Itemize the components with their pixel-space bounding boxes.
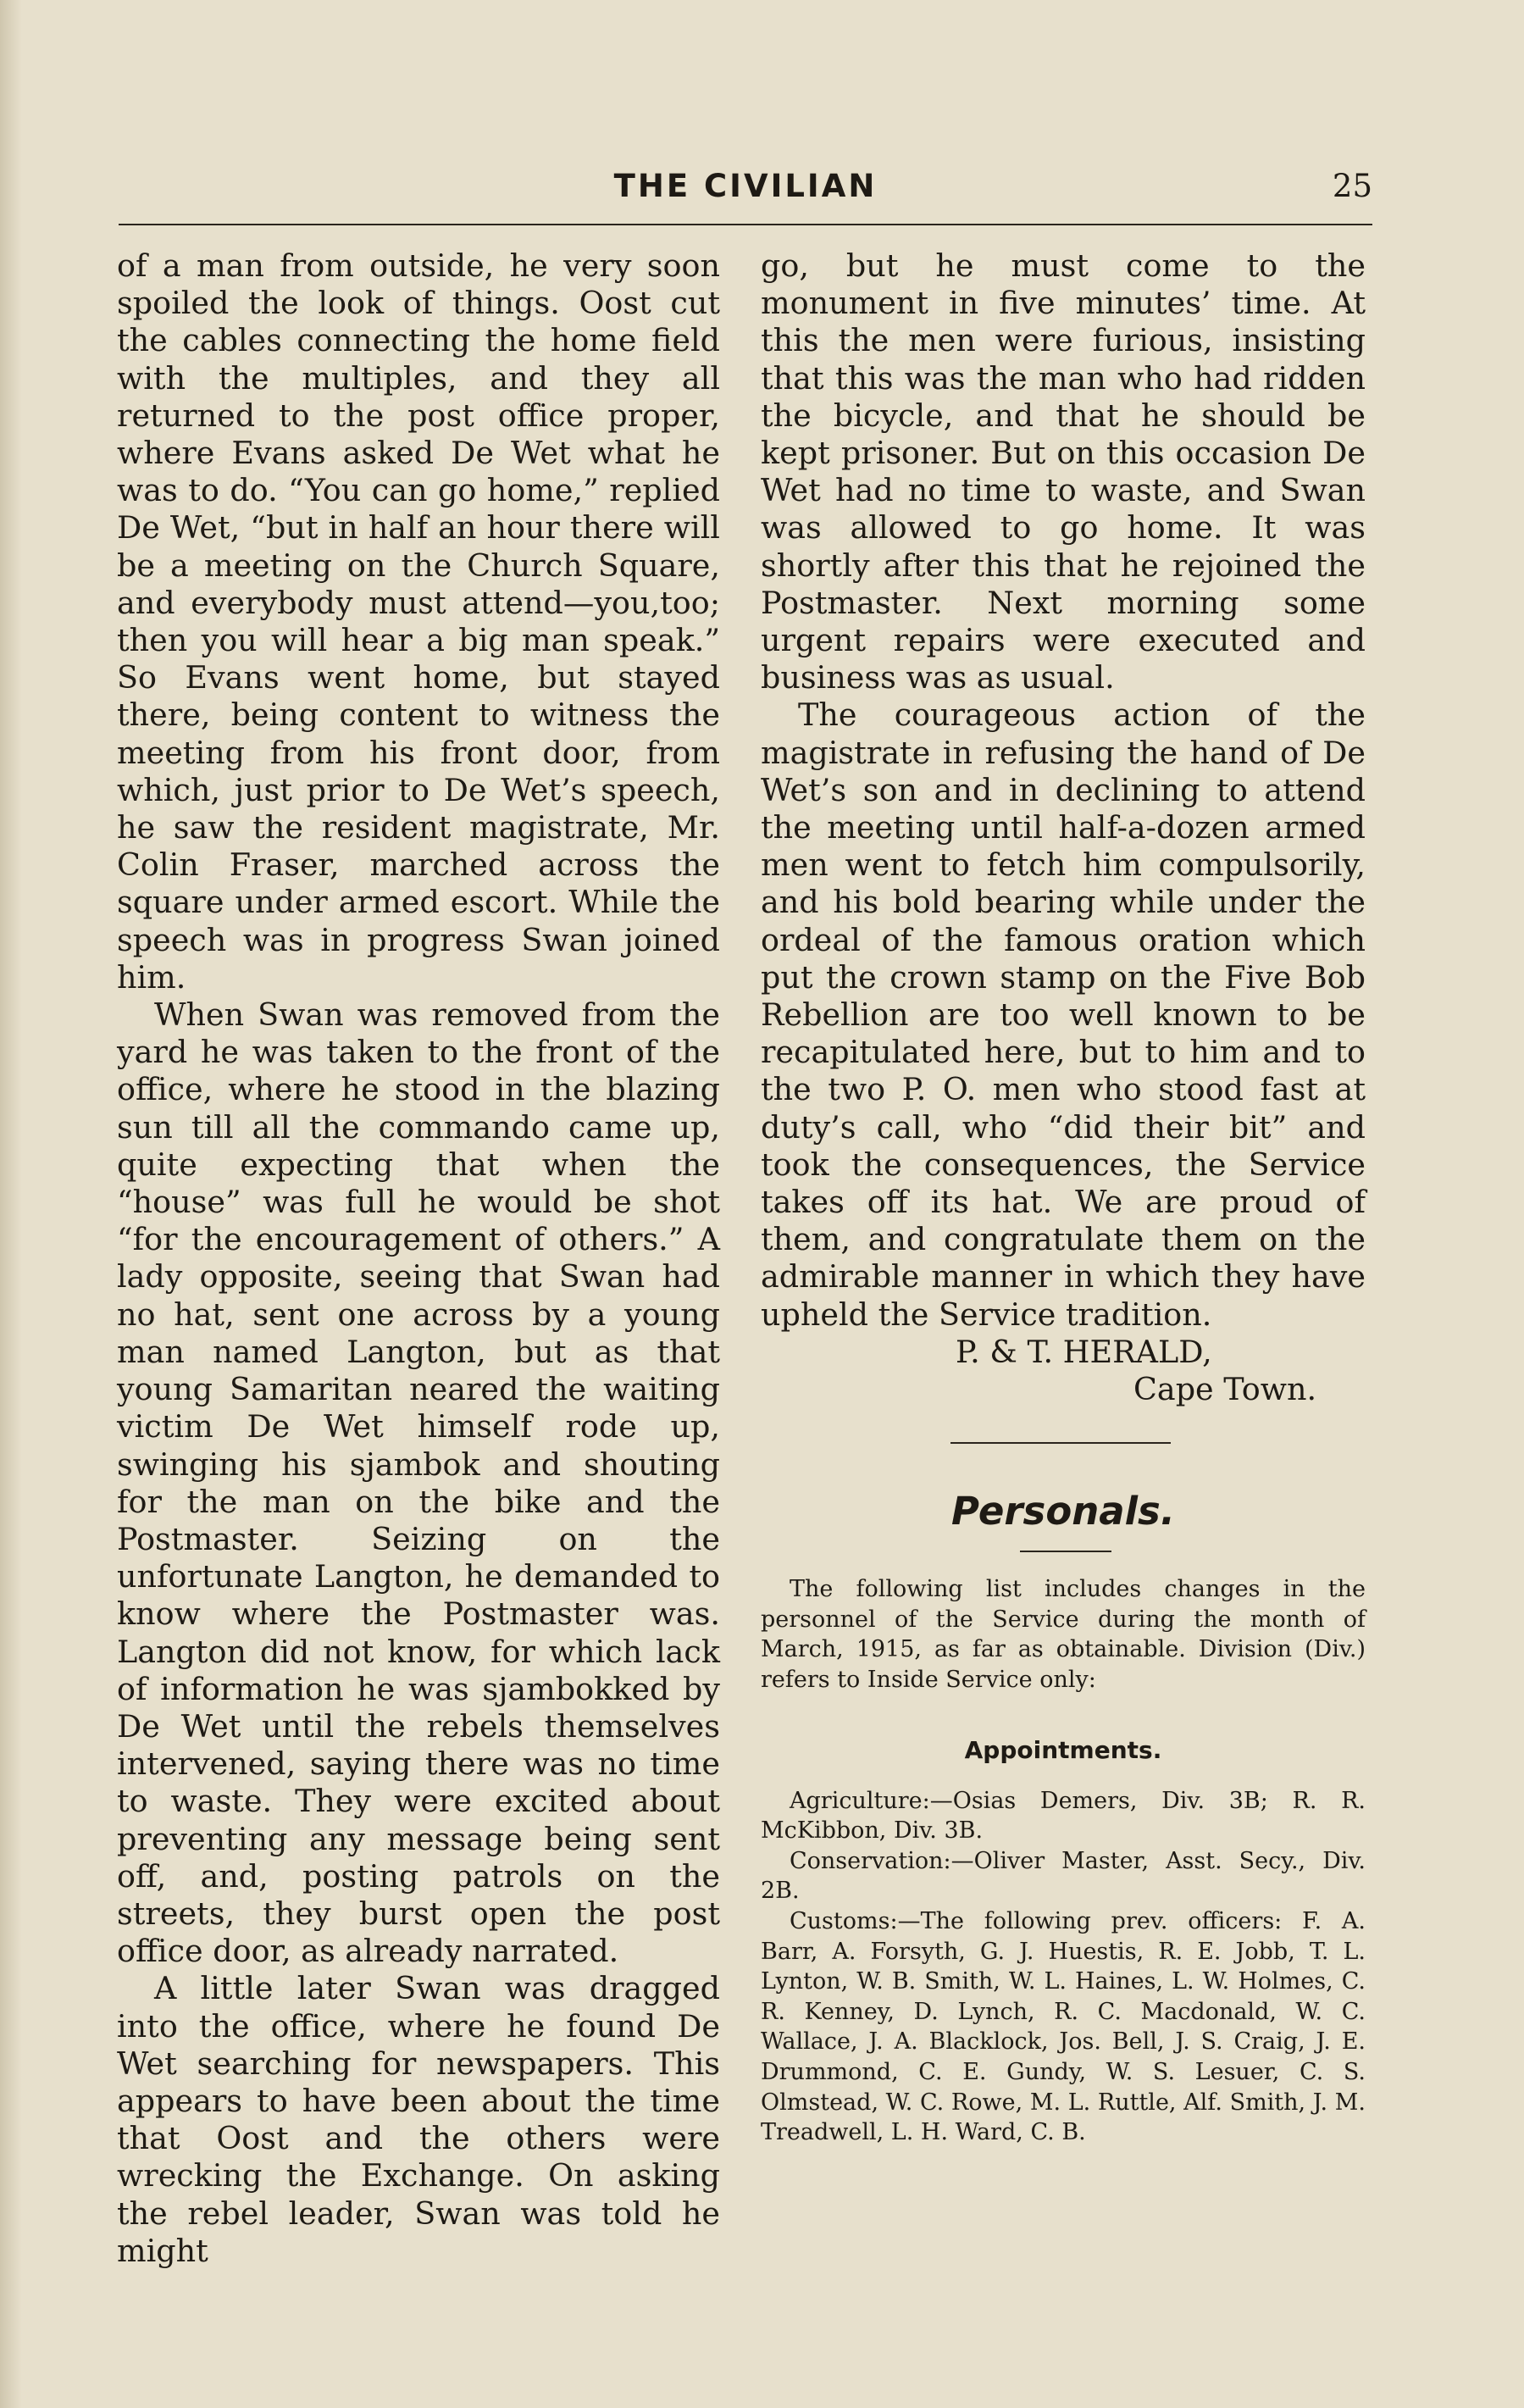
- appointment-entry: Conservation:—Oliver Master, Asst. Secy., Div. 2B.: [761, 1847, 1366, 1905]
- signature-source: P. & T. HERALD,: [956, 1333, 1212, 1370]
- article-paragraph: of a man from outside, he very soon spoiled the look of things. Oost cut the cables connecting the home field with the multiples, and they all returned to the post office proper, where Evans asked De Wet what he was to do. “You can go home,” replied De Wet, “but in half an hour there will be a meeting on the Church Square, and everybody must attend—you,too; then you will hear a big man speak.” So Evans went home, but stayed there, being content to witness the meeting from his front door, from which, just prior to De Wet’s speech, he saw the resident magistrate, Mr. Colin Fraser, marched across the square under armed escort. While the speech was in progress Swan joined him.: [117, 247, 720, 996]
- article-paragraph: When Swan was removed from the yard he was taken to the front of the office, where he stood in the blazing sun till all the commando came up, quite expecting that when the “house” was full he would be shot “for the encouragement of others.” A lady opposite, seeing that Swan had no hat, sent one across by a young man named Langton, but as that young Samaritan neared the waiting victim De Wet himself rode up, swinging his sjambok and shouting for the man on the bike and the Postmaster. Seizing on the unfortunate Langton, he demanded to know where the Postmaster was. Langton did not know, for which lack of information he was sjambokked by De Wet until the rebels themselves intervened, saying there was no time to waste. They were excited about preventing any message being sent off, and, posting patrols on the streets, they burst open the post office door, as already narrated.: [117, 996, 720, 1970]
- header-rule: [119, 224, 1372, 225]
- personals-intro: The following list includes changes in the personnel of the Service during the month of March, 1915, as far as obtainable. Division (Div.) refers to Inside Service only:: [761, 1576, 1366, 1694]
- page-header: [119, 168, 1372, 219]
- page-edge: [0, 0, 22, 2408]
- signature-place: Cape Town.: [1133, 1371, 1317, 1408]
- personals-heading: Personals.: [951, 1489, 1175, 1534]
- left-column: [117, 247, 720, 2270]
- publication-title: THE CIVILIAN: [613, 168, 878, 204]
- page-number: 25: [1332, 168, 1372, 204]
- section-divider: [950, 1442, 1171, 1444]
- appointment-entry: Agriculture:—Osias Demers, Div. 3B; R. R. McKibbon, Div. 3B.: [761, 1787, 1366, 1845]
- article-paragraph: The courageous action of the magistrate in refusing the hand of De Wet’s son and in declining to attend the meeting until half-a-dozen armed men went to fetch him compulsorily, and his bold bearing while under the ordeal of the famous oration which put the crown stamp on the Five Bob Rebellion are too well known to be recapitulated here, but to him and to the two P. O. men who stood fast at duty’s call, who “did their bit” and took the consequences, the Service takes off its hat. We are proud of them, and congratulate them on the admirable manner in which they have upheld the Service tradition.: [761, 696, 1366, 1333]
- right-column: [761, 247, 1366, 2148]
- appointments-heading: Appointments.: [964, 1735, 1162, 1764]
- heading-underline: [1020, 1551, 1111, 1552]
- appointment-entry: Customs:—The following prev. officers: F. A. Barr, A. Forsyth, G. J. Huestis, R. E. Jobb, T. L. Lynton, W. B. Smith, W. L. Haines, L. W. Holmes, C. R. Kenney, D. Lynch, R. C. Macdonald, W. C. Wallace, J. A. Blacklock, Jos. Bell, J. S. Craig, J. E. Drummond, C. E. Gundy, W. S. Lesuer, C. S. Olmstead, W. C. Rowe, M. L. Ruttle, Alf. Smith, J. M. Treadwell, L. H. Ward, C. B.: [761, 1908, 1366, 2146]
- article-paragraph: go, but he must come to the monument in five minutes’ time. At this the men were furious, insisting that this was the man who had ridden the bicycle, and that he should be kept prisoner. But on this occasion De Wet had no time to waste, and Swan was allowed to go home. It was shortly after this that he rejoined the Postmaster. Next morning some urgent repairs were executed and business was as usual.: [761, 247, 1366, 696]
- article-paragraph: A little later Swan was dragged into the office, where he found De Wet searching for newspapers. This appears to have been about the time that Oost and the others were wrecking the Exchange. On asking the rebel leader, Swan was told he might: [117, 1970, 720, 2269]
